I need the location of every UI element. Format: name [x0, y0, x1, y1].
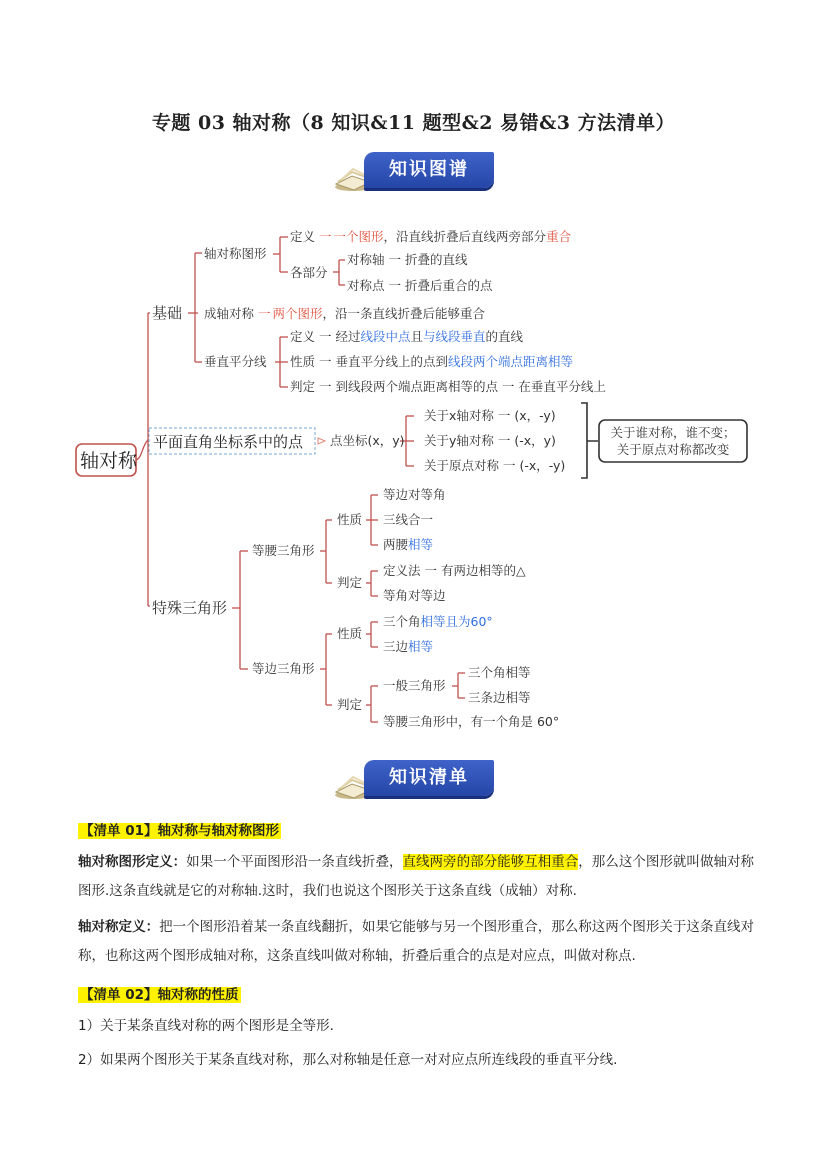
note-line-1: 关于谁对称，谁不变；: [610, 425, 736, 440]
iso-p1: 等边对等角: [383, 487, 446, 502]
page-title: 专题 03 轴对称（8 知识&11 题型&2 易错&3 方法清单）: [151, 112, 676, 134]
sym-x: 关于x轴对称 一 (x，-y): [424, 408, 556, 423]
root-node: 轴对称: [80, 450, 138, 472]
knowledge-list-banner: [334, 760, 494, 804]
axis-line: 对称轴 一 折叠的直线: [347, 252, 468, 267]
branch-basic: 基础: [152, 304, 183, 322]
arrow-icon: [318, 438, 325, 444]
equi-g2: 三条边相等: [468, 690, 531, 705]
banner-label: 知识图谱: [364, 152, 494, 188]
equi-p2: 三边相等: [383, 639, 434, 654]
iso-judge: 判定: [337, 575, 363, 590]
branch-special: 特殊三角形: [152, 599, 228, 617]
parts-node: 各部分: [290, 265, 328, 280]
paragraph-axis-symmetry: 轴对称定义：把一个图形沿着某一条直线翻折，如果它能够与另一个图形重合，那么称这两个图形关于这条直线对称，也称这两个图形成轴对称，这条直线叫做对称轴，折叠后重合的点是对应点，叫做对称点.: [78, 919, 755, 964]
paragraph-axis-figure: 轴对称图形定义：如果一个平面图形沿一条直线折叠，直线两旁的部分能够互相重合，那么这个图形就叫做轴对称图形.这条直线就是它的对称轴.这时，我们也说这个图形关于这条直线（成轴）对称.: [78, 854, 755, 899]
equi-p1: 三个角相等且为60°: [383, 614, 493, 629]
iso-p3: 两腰相等: [383, 537, 434, 552]
section-tag: 【清单 02】轴对称的性质: [80, 987, 239, 1003]
equi-node: 等边三角形: [252, 661, 315, 676]
bisector-prop: 性质 一 垂直平分线上的点到线段两个端点距离相等: [290, 354, 573, 369]
sym-o: 关于原点对称 一 (-x，-y): [424, 458, 566, 473]
section-header-01: [78, 820, 281, 842]
iso-j1: 定义法 一 有两边相等的△: [383, 563, 526, 578]
iso-prop: 性质: [337, 512, 363, 527]
iso-node: 等腰三角形: [252, 543, 315, 558]
note-line-2: 关于原点对称都改变: [616, 442, 730, 457]
bisector-node: 垂直平分线: [204, 354, 267, 369]
bisector-judge: 判定 一 到线段两个端点距离相等的点 一 在垂直平分线上: [290, 379, 606, 394]
equi-general: 一般三角形: [383, 678, 446, 693]
axis-figure-node: 轴对称图形: [204, 246, 267, 261]
pair-line: 成轴对称 一 两个图形，沿一条直线折叠后能够重合: [204, 306, 486, 321]
section-header-02: [78, 984, 241, 1006]
banner-label: 知识清单: [364, 760, 494, 796]
bisector-def: 定义 一 经过线段中点且与线段垂直的直线: [290, 329, 524, 344]
equi-j2: 等腰三角形中，有一个角是 60°: [383, 714, 560, 729]
point-line: 对称点 一 折叠后重合的点: [347, 278, 493, 293]
section-tag: 【清单 01】轴对称与轴对称图形: [80, 823, 279, 839]
highlight: 直线两旁的部分能够互相重合: [402, 854, 579, 870]
coord-node: 平面直角坐标系中的点: [153, 433, 304, 451]
sym-y: 关于y轴对称 一 (-x，y): [424, 433, 556, 448]
equi-judge: 判定: [337, 697, 363, 712]
list-item-2: 2）如果两个图形关于某条直线对称，那么对称轴是任意一对对应点所连线段的垂直平分线.: [78, 1052, 618, 1068]
iso-j2: 等角对等边: [383, 588, 446, 603]
iso-p2: 三线合一: [383, 512, 434, 527]
def-line: 定义 一 一个图形，沿直线折叠后直线两旁部分重合: [290, 229, 572, 244]
list-item-1: 1）关于某条直线对称的两个图形是全等形.: [78, 1018, 334, 1034]
coord-point: 点坐标(x，y): [330, 433, 405, 448]
equi-prop: 性质: [337, 626, 363, 641]
equi-g1: 三个角相等: [468, 665, 531, 680]
